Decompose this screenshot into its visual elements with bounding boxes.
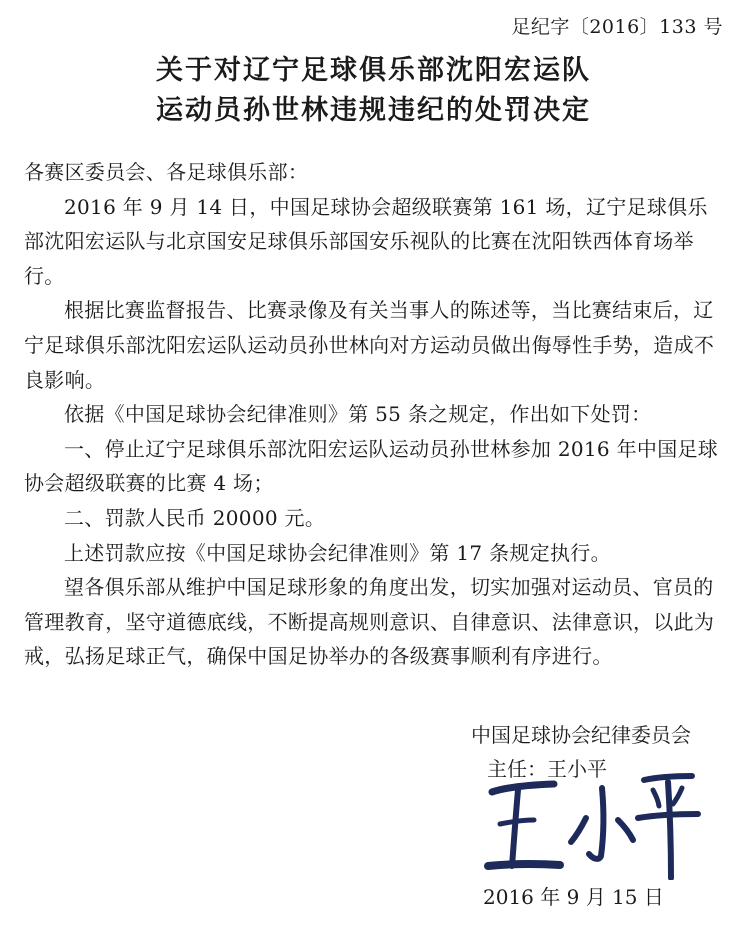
document-title-line-1: 关于对辽宁足球俱乐部沈阳宏运队	[156, 55, 591, 86]
penalty-item-fine: 二、罚款人民币 20000 元。	[64, 505, 326, 530]
paragraph-fine-execution: 上述罚款应按《中国足球协会纪律准则》第 17 条规定执行。	[64, 540, 611, 565]
salutation: 各赛区委员会、各足球俱乐部：	[24, 160, 309, 184]
handwritten-signature	[468, 770, 704, 880]
signer-title: 主任：王小平	[487, 757, 607, 781]
document-title-line-2: 运动员孙世林违规违纪的处罚决定	[156, 95, 591, 126]
signing-date: 2016 年 9 月 15 日	[483, 885, 664, 909]
document-number: 足纪字〔2016〕133 号	[511, 16, 723, 38]
document-body	[24, 155, 728, 674]
paragraph-appeal: 望各俱乐部从维护中国足球形象的角度出发，切实加强对运动员、官员的管理教育，坚守道德底线，不断提高规则意识、自律意识、法律意识，以此为戒，弘扬足球正气，确保中国足协举办的各级赛事顺利有序进行。	[24, 575, 715, 669]
paragraph-basis: 依据《中国足球协会纪律准则》第 55 条之规定，作出如下处罚：	[64, 402, 652, 427]
paragraph-match-info: 2016 年 9 月 14 日，中国足球协会超级联赛第 161 场，辽宁足球俱乐部沈阳宏运队与北京国安足球俱乐部国安乐视队的比赛在沈阳铁西体育场举行。	[24, 194, 708, 288]
paragraph-incident: 根据比赛监督报告、比赛录像及有关当事人的陈述等，当比赛结束后，辽宁足球俱乐部沈阳宏运队运动员孙世林向对方运动员做出侮辱性手势，造成不良影响。	[24, 298, 715, 392]
penalty-item-suspension: 一、停止辽宁足球俱乐部沈阳宏运队运动员孙世林参加 2016 年中国足球协会超级联赛的比赛 4 场；	[24, 436, 719, 496]
signing-organization: 中国足球协会纪律委员会	[471, 723, 691, 747]
